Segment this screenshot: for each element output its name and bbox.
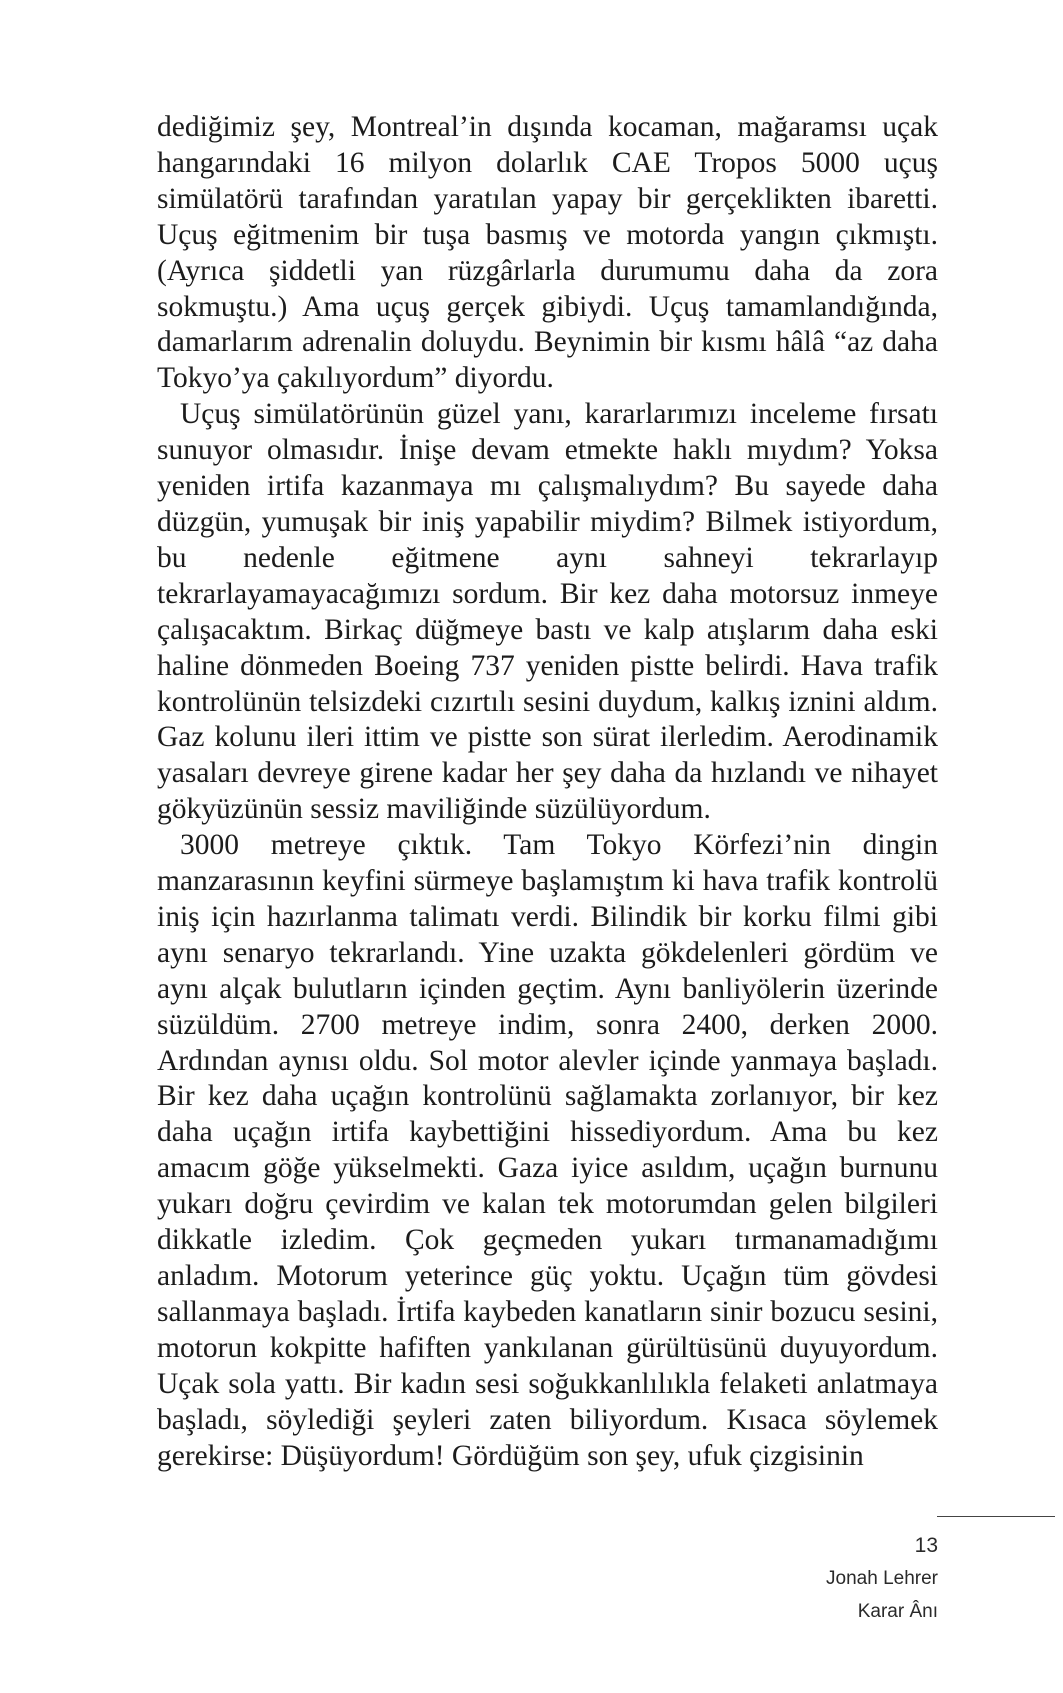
running-footer-book-title: Karar Ânı	[857, 1601, 938, 1622]
paragraph-1: dediğimiz şey, Montreal’in dışında kocaman, mağaramsı uçak hangarındaki 16 milyon dolarlık CAE Tropos 5000 uçuş simülatörü tarafından yaratılan yapay bir gerçeklikten ibaretti. Uçuş eğitmenim bir tuşa basmış ve motorda yangın çıkmıştı. (Ayrıca şiddetli yan rüzgârlarla durumumu daha da zora sokmuştu.) Ama uçuş gerçek gibiydi. Uçuş tamamlandığında, damarlarım adrenalin doluydu. Beynimin bir kısmı hâlâ “az daha Tokyo’ya çakılıyordum” diyordu.	[157, 111, 938, 395]
footer-divider	[937, 1516, 1055, 1517]
page-number: 13	[914, 1534, 938, 1557]
body-text	[157, 110, 938, 1474]
running-footer-author: Jonah Lehrer	[826, 1568, 938, 1589]
paragraph-2: Uçuş simülatörünün güzel yanı, kararlarımızı inceleme fırsatı sunuyor olmasıdır. İnişe devam etmekte haklı mıydım? Yoksa yeniden irtifa kazanmaya mı çalışmalıydım? Bu sayede daha düzgün, yumuşak bir iniş yapabilir miydim? Bilmek istiyordum, bu nedenle eğitmene aynı sahneyi tekrarlayıp tekrarlayamayacağımızı sordum. Bir kez daha motorsuz inmeye çalışacaktım. Birkaç düğmeye bastı ve kalp atışlarım daha eski haline dönmeden Boeing 737 yeniden pistte belirdi. Hava trafik kontrolünün telsizdeki cızırtılı sesini duydum, kalkış iznini aldım. Gaz kolunu ileri ittim ve pistte son sürat ilerledim. Aerodinamik yasaları devreye girene kadar her şey daha da hızlandı ve nihayet gökyüzünün sessiz maviliğinde süzülüyordum.	[157, 398, 938, 826]
paragraph-3: 3000 metreye çıktık. Tam Tokyo Körfezi’nin dingin manzarasının keyfini sürmeye başlamıştım ki hava trafik kontrolü iniş için hazırlanma talimatı verdi. Bilindik bir korku filmi gibi aynı senaryo tekrarlandı. Yine uzakta gökdelenleri gördüm ve aynı alçak bulutların içinden geçtim. Aynı banliyölerin üzerinde süzüldüm. 2700 metreye indim, sonra 2400, derken 2000. Ardından aynısı oldu. Sol motor alevler içinde yanmaya başladı. Bir kez daha uçağın kontrolünü sağlamakta zorlanıyor, bir kez daha uçağın irtifa kaybettiğini hissediyordum. Ama bu kez amacım göğe yükselmekti. Gaza iyice asıldım, uçağın burnunu yukarı doğru çevirdim ve kalan tek motorumdan gelen bilgileri dikkatle izledim. Çok geçmeden yukarı tırmanamadığımı anladım. Motorum yeterince güç yoktu. Uçağın tüm gövdesi sallanmaya başladı. İrtifa kaybeden kanatların sinir bozucu sesini, motorun kokpitte hafiften yankılanan gürültüsünü duyuyordum. Uçak sola yattı. Bir kadın sesi soğukkanlılıkla felaketi anlatmaya başladı, söylediği şeyleri zaten biliyordum. Kısaca söylemek gerekirse: Düşüyordum! Gördüğüm son şey, ufuk çizgisinin	[157, 829, 938, 1472]
